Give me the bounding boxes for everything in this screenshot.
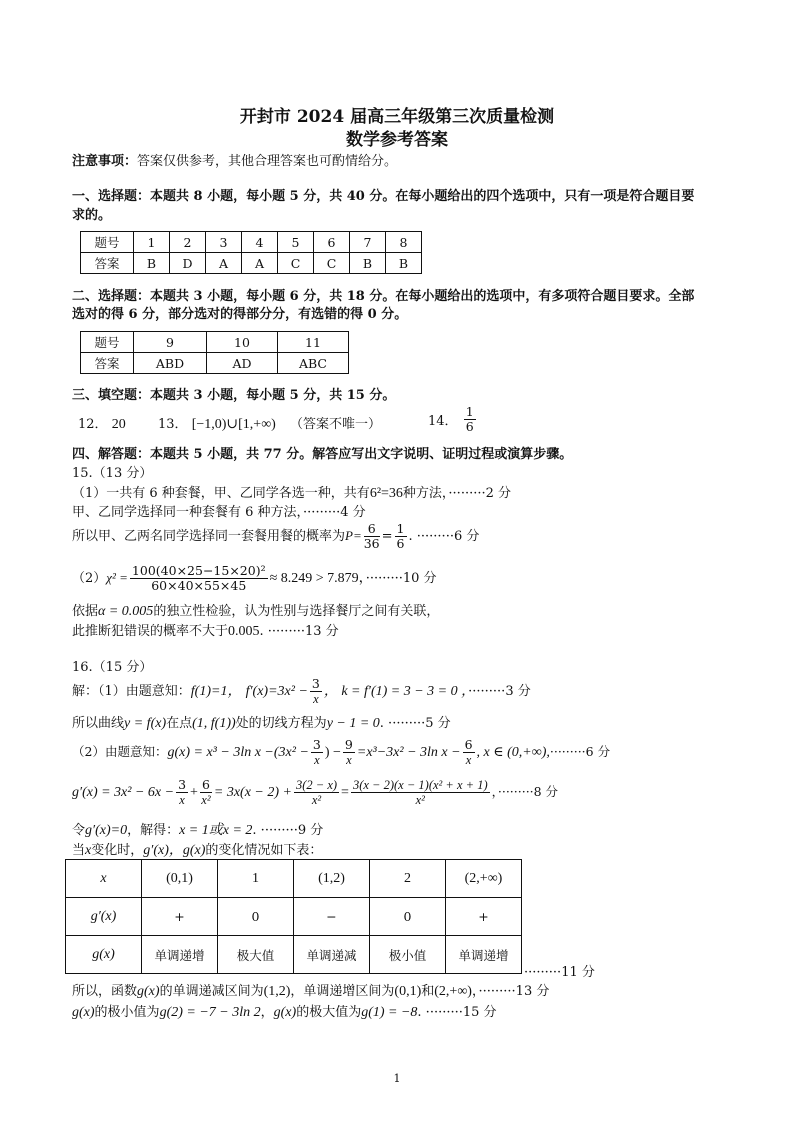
q14-answer bbox=[428, 405, 478, 434]
q16-line-7: 所以，函数g(x)的单调递减区间为(1,2)，单调递增区间为(0,1)和(2,+∞)，·········13 分 bbox=[72, 984, 550, 999]
table-cell: 1 bbox=[134, 232, 170, 253]
table-row bbox=[81, 332, 349, 353]
q16-table-score: ·········11 分 bbox=[524, 965, 595, 980]
section2-header-2: 选对的得 6 分，部分选对的得部分分，有选错的得 0 分。 bbox=[72, 307, 408, 322]
section1-answer-table bbox=[80, 231, 422, 274]
q15-line-6: 此推断犯错误的概率不大于0.005. ·········13 分 bbox=[72, 624, 339, 639]
table-cell: + bbox=[446, 898, 522, 936]
q16-line-1: 解：（1）由题意知：f(1)=1， f′(x)=3x² − $\frac{3}{x}$ ， k = f′(1) = 3 − 3 = 0 ，·········3 分 bbox=[72, 676, 531, 706]
table-row bbox=[66, 860, 522, 898]
table-cell: A bbox=[242, 253, 278, 274]
table-cell: 答案 bbox=[81, 353, 134, 374]
table-cell: B bbox=[350, 253, 386, 274]
table-row bbox=[66, 898, 522, 936]
q15-line-1: （1）一共有 6 种套餐，甲、乙同学各选一种，共有6²=36种方法，·········2 分 bbox=[72, 486, 512, 501]
q16-line-2: 所以曲线y = f(x)在点(1, f(1))处的切线方程为y − 1 = 0. ·········5 分 bbox=[72, 716, 451, 731]
table-row bbox=[81, 253, 422, 274]
table-cell: (2,+∞) bbox=[446, 860, 522, 898]
table-cell: 题号 bbox=[81, 232, 134, 253]
q15-line-5: 依据α = 0.005的独立性检验，认为性别与选择餐厅之间有关联， bbox=[72, 604, 440, 619]
table-cell: 7 bbox=[350, 232, 386, 253]
section1-header-2: 求的。 bbox=[72, 208, 112, 223]
q12-answer bbox=[78, 413, 126, 433]
table-cell: 单调递减 bbox=[294, 936, 370, 974]
q16-line-6: 当x变化时，g′(x)，g(x)的变化情况如下表： bbox=[72, 843, 323, 858]
notice-text: 答案仅供参考，其他合理答案也可酌情给分。 bbox=[137, 154, 398, 169]
section3-header: 三、填空题：本题共 3 小题，每小题 5 分，共 15 分。 bbox=[72, 388, 396, 403]
q13-answer bbox=[158, 413, 381, 433]
table-cell: 6 bbox=[314, 232, 350, 253]
q14-number: 14． bbox=[428, 414, 458, 429]
q16-line-8: g(x)的极小值为g(2) = −7 − 3ln 2，g(x)的极大值为g(1) = −8. ·········15 分 bbox=[72, 1005, 497, 1020]
table-cell: A bbox=[206, 253, 242, 274]
table-cell: 9 bbox=[134, 332, 207, 353]
q15-line-4: （2）χ² = $\frac{\text{100(40×25−15×20)²}}{60\times 40\times 55\times 45}$ ≈ 8.249 > 7.879，·········10 分 bbox=[72, 563, 437, 593]
table-cell: g(x) bbox=[66, 936, 142, 974]
q16-line-5: 令g′(x)=0，解得：x = 1或x = 2. ·········9 分 bbox=[72, 823, 324, 838]
q14-fraction: $\frac{1}{6}$ bbox=[465, 404, 474, 434]
table-cell: 2 bbox=[370, 860, 446, 898]
section4-header: 四、解答题：本题共 5 小题，共 77 分。解答应写出文字说明、证明过程或演算步骤。 bbox=[72, 447, 573, 462]
table-cell: g′(x) bbox=[66, 898, 142, 936]
page-number: 1 bbox=[393, 1072, 401, 1085]
table-cell: (1,2) bbox=[294, 860, 370, 898]
table-row bbox=[81, 232, 422, 253]
table-cell: x bbox=[66, 860, 142, 898]
doc-title: 开封市 2024 届高三年级第三次质量检测 bbox=[239, 107, 555, 127]
table-cell: C bbox=[314, 253, 350, 274]
q16-heading: 16.（15 分） bbox=[72, 660, 153, 675]
q12-number: 12． bbox=[78, 417, 108, 432]
q12-value: 20 bbox=[111, 417, 126, 432]
table-cell: 4 bbox=[242, 232, 278, 253]
table-cell: ABD bbox=[134, 353, 207, 374]
doc-subtitle: 数学参考答案 bbox=[346, 130, 448, 150]
table-cell: + bbox=[142, 898, 218, 936]
q15-line-2: 甲、乙同学选择同一种套餐有 6 种方法，·········4 分 bbox=[72, 505, 366, 520]
table-cell: B bbox=[134, 253, 170, 274]
section1-header-1: 一、选择题：本题共 8 小题，每小题 5 分，共 40 分。在每小题给出的四个选项中，只有一项是符合题目要 bbox=[72, 189, 695, 204]
q13-value: [−1,0)∪[1,+∞) bbox=[191, 417, 276, 432]
table-cell: 2 bbox=[170, 232, 206, 253]
table-cell: 11 bbox=[278, 332, 349, 353]
table-cell: 10 bbox=[207, 332, 278, 353]
table-cell: C bbox=[278, 253, 314, 274]
section2-answer-table bbox=[80, 331, 349, 374]
section2-header-1: 二、选择题：本题共 3 小题，每小题 6 分，共 18 分。在每小题给出的选项中，有多项符合题目要求。全部 bbox=[72, 289, 695, 304]
q16-line-3: （2）由题意知：g(x) = x³ − 3ln x −(3x² − $\frac{3}{x}$ ) − $\frac{9}{x}$ =x³−3x² − 3ln x − $\frac{6}{x}$ , x ∈ (0,+∞),·········6 分 bbox=[72, 737, 611, 767]
table-cell: 1 bbox=[218, 860, 294, 898]
table-cell: 答案 bbox=[81, 253, 134, 274]
table-cell: 3 bbox=[206, 232, 242, 253]
q16-line-4: g′(x) = 3x² − 6x − $\frac{3}{x}$ + $\frac{6}{\text{x²}}$ = 3x(x − 2) + $\frac{3(2 - x)}{\text{x²}}$ = $\frac{\text{3(x − 2)(x − 1)(x² + x + 1)}}{\text{x²}}$ ，·········8 分 bbox=[72, 777, 559, 807]
q15-line-3: 所以甲、乙两名同学选择同一套餐用餐的概率为P= $\frac{6}{36}$ = $\frac{1}{6}$ . ·········6 分 bbox=[72, 521, 480, 551]
table-cell: 题号 bbox=[81, 332, 134, 353]
notice bbox=[72, 150, 397, 169]
table-cell: B bbox=[386, 253, 422, 274]
table-cell: D bbox=[170, 253, 206, 274]
table-row bbox=[66, 936, 522, 974]
q16-variation-table bbox=[65, 859, 522, 974]
table-cell: (0,1) bbox=[142, 860, 218, 898]
table-cell: 极小值 bbox=[370, 936, 446, 974]
q15-heading: 15.（13 分） bbox=[72, 466, 153, 481]
table-cell: 极大值 bbox=[218, 936, 294, 974]
notice-label: 注意事项： bbox=[72, 154, 138, 169]
table-cell: AD bbox=[207, 353, 278, 374]
table-row bbox=[81, 353, 349, 374]
q13-number: 13． bbox=[158, 417, 188, 432]
table-cell: ABC bbox=[278, 353, 349, 374]
table-cell: 0 bbox=[370, 898, 446, 936]
table-cell: − bbox=[294, 898, 370, 936]
table-cell: 0 bbox=[218, 898, 294, 936]
q13-note: （答案不唯一） bbox=[289, 417, 381, 432]
table-cell: 单调递增 bbox=[446, 936, 522, 974]
table-cell: 单调递增 bbox=[142, 936, 218, 974]
table-cell: 5 bbox=[278, 232, 314, 253]
table-cell: 8 bbox=[386, 232, 422, 253]
